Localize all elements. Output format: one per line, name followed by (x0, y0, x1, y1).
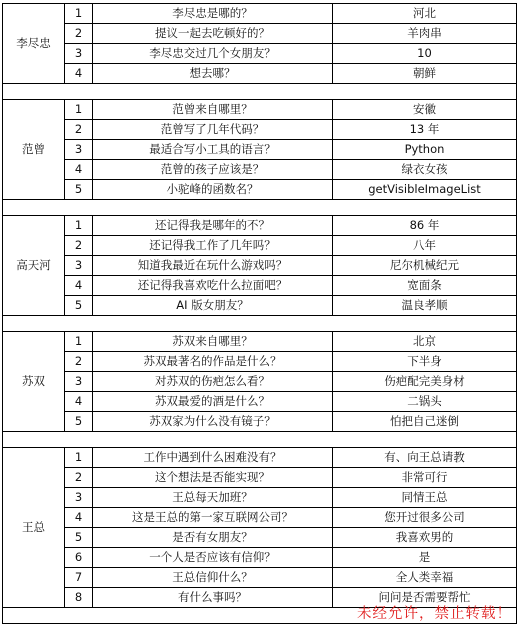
empty-cell (3, 84, 517, 100)
answer-cell: 是 (333, 548, 517, 568)
question-cell: 苏双最著名的作品是什么？ (93, 352, 333, 372)
answer-cell: 尼尔机械纪元 (333, 256, 517, 276)
question-cell: 还记得我工作了几年吗？ (93, 236, 333, 256)
answer-cell: getVisibleImageList (333, 180, 517, 200)
table-row (3, 160, 517, 180)
row-number-cell: 3 (65, 372, 93, 392)
answer-cell: Python (333, 140, 517, 160)
person-name-cell: 范曾 (3, 100, 65, 200)
answer-cell: 问问是否需要帮忙 (333, 588, 517, 608)
row-number-cell: 5 (65, 528, 93, 548)
answer-cell: 羊肉串 (333, 24, 517, 44)
group-separator-row (3, 84, 517, 100)
copyright-watermark: 未经允许，禁止转载！ (357, 606, 512, 622)
answer-cell: 10 (333, 44, 517, 64)
table-row (3, 100, 517, 120)
question-cell: 李尽忠是哪的？ (93, 4, 333, 24)
row-number-cell: 6 (65, 548, 93, 568)
answer-cell: 北京 (333, 332, 517, 352)
answer-cell: 怕把自己迷倒 (333, 412, 517, 432)
row-number-cell: 8 (65, 588, 93, 608)
table-row (3, 64, 517, 84)
question-cell: 苏双最爱的酒是什么？ (93, 392, 333, 412)
table-row (3, 4, 517, 24)
question-cell: 范曾的孩子应该是？ (93, 160, 333, 180)
question-cell: 一个人是否应该有信仰？ (93, 548, 333, 568)
person-name-cell: 李尽忠 (3, 4, 65, 84)
table-row (3, 412, 517, 432)
question-cell: 范曾来自哪里？ (93, 100, 333, 120)
question-cell: 王总每天加班？ (93, 488, 333, 508)
answer-cell: 河北 (333, 4, 517, 24)
person-name-cell: 苏双 (3, 332, 65, 432)
answer-cell: 伤疤配完美身材 (333, 372, 517, 392)
row-number-cell: 5 (65, 296, 93, 316)
row-number-cell: 5 (65, 180, 93, 200)
question-cell: 苏双来自哪里？ (93, 332, 333, 352)
empty-cell (3, 316, 517, 332)
person-name-cell: 高天河 (3, 216, 65, 316)
row-number-cell: 4 (65, 276, 93, 296)
row-number-cell: 1 (65, 216, 93, 236)
group-separator-row (3, 316, 517, 332)
group-separator-row (3, 200, 517, 216)
table-row (3, 468, 517, 488)
answer-cell: 安徽 (333, 100, 517, 120)
row-number-cell: 2 (65, 236, 93, 256)
qa-table-body (3, 4, 517, 624)
answer-cell: 宽面条 (333, 276, 517, 296)
answer-cell: 二锅头 (333, 392, 517, 412)
question-cell: 想去哪？ (93, 64, 333, 84)
table-row (3, 372, 517, 392)
empty-cell (3, 432, 517, 448)
answer-cell: 我喜欢男的 (333, 528, 517, 548)
question-cell: 李尽忠交过几个女朋友？ (93, 44, 333, 64)
row-number-cell: 1 (65, 4, 93, 24)
row-number-cell: 7 (65, 568, 93, 588)
table-row (3, 352, 517, 372)
row-number-cell: 3 (65, 44, 93, 64)
question-cell: 苏双家为什么没有镜子？ (93, 412, 333, 432)
question-cell: 是否有女朋友？ (93, 528, 333, 548)
table-row (3, 448, 517, 468)
table-row (3, 180, 517, 200)
question-cell: 还记得我是哪年的不？ (93, 216, 333, 236)
answer-cell: 有、向王总请教 (333, 448, 517, 468)
table-row (3, 24, 517, 44)
question-cell: AI 版女朋友？ (93, 296, 333, 316)
question-cell: 提议一起去吃顿好的？ (93, 24, 333, 44)
row-number-cell: 5 (65, 412, 93, 432)
table-row (3, 548, 517, 568)
answer-cell: 下半身 (333, 352, 517, 372)
row-number-cell: 4 (65, 392, 93, 412)
table-row (3, 296, 517, 316)
table-row (3, 488, 517, 508)
answer-cell: 温良孝顺 (333, 296, 517, 316)
row-number-cell: 3 (65, 140, 93, 160)
question-cell: 这个想法是否能实现？ (93, 468, 333, 488)
table-row (3, 332, 517, 352)
row-number-cell: 2 (65, 352, 93, 372)
question-cell: 还记得我喜欢吃什么拉面吧？ (93, 276, 333, 296)
table-row (3, 508, 517, 528)
answer-cell: 您开过很多公司 (333, 508, 517, 528)
answer-cell: 非常可行 (333, 468, 517, 488)
question-cell: 对苏双的伤疤怎么看？ (93, 372, 333, 392)
table-row (3, 256, 517, 276)
row-number-cell: 3 (65, 256, 93, 276)
table-row (3, 120, 517, 140)
qa-table (2, 3, 517, 624)
question-cell: 最适合写小工具的语言？ (93, 140, 333, 160)
row-number-cell: 2 (65, 24, 93, 44)
table-row (3, 216, 517, 236)
row-number-cell: 2 (65, 120, 93, 140)
row-number-cell: 1 (65, 332, 93, 352)
group-separator-row (3, 432, 517, 448)
table-row (3, 568, 517, 588)
row-number-cell: 4 (65, 64, 93, 84)
empty-cell (3, 200, 517, 216)
table-row (3, 140, 517, 160)
answer-cell: 朝鲜 (333, 64, 517, 84)
answer-cell: 13 年 (333, 120, 517, 140)
question-cell: 工作中遇到什么困难没有？ (93, 448, 333, 468)
answer-cell: 86 年 (333, 216, 517, 236)
row-number-cell: 3 (65, 488, 93, 508)
table-row (3, 392, 517, 412)
table-row (3, 236, 517, 256)
row-number-cell: 4 (65, 508, 93, 528)
question-cell: 小驼峰的函数名？ (93, 180, 333, 200)
row-number-cell: 1 (65, 100, 93, 120)
answer-cell: 八年 (333, 236, 517, 256)
table-row (3, 528, 517, 548)
question-cell: 这是王总的第一家互联网公司？ (93, 508, 333, 528)
row-number-cell: 4 (65, 160, 93, 180)
question-cell: 有什么事吗？ (93, 588, 333, 608)
answer-cell: 绿衣女孩 (333, 160, 517, 180)
row-number-cell: 2 (65, 468, 93, 488)
answer-cell: 全人类幸福 (333, 568, 517, 588)
table-row (3, 276, 517, 296)
table-row (3, 44, 517, 64)
question-cell: 范曾写了几年代码？ (93, 120, 333, 140)
question-cell: 知道我最近在玩什么游戏吗？ (93, 256, 333, 276)
answer-cell: 同情王总 (333, 488, 517, 508)
row-number-cell: 1 (65, 448, 93, 468)
question-cell: 王总信仰什么？ (93, 568, 333, 588)
person-name-cell: 王总 (3, 448, 65, 608)
